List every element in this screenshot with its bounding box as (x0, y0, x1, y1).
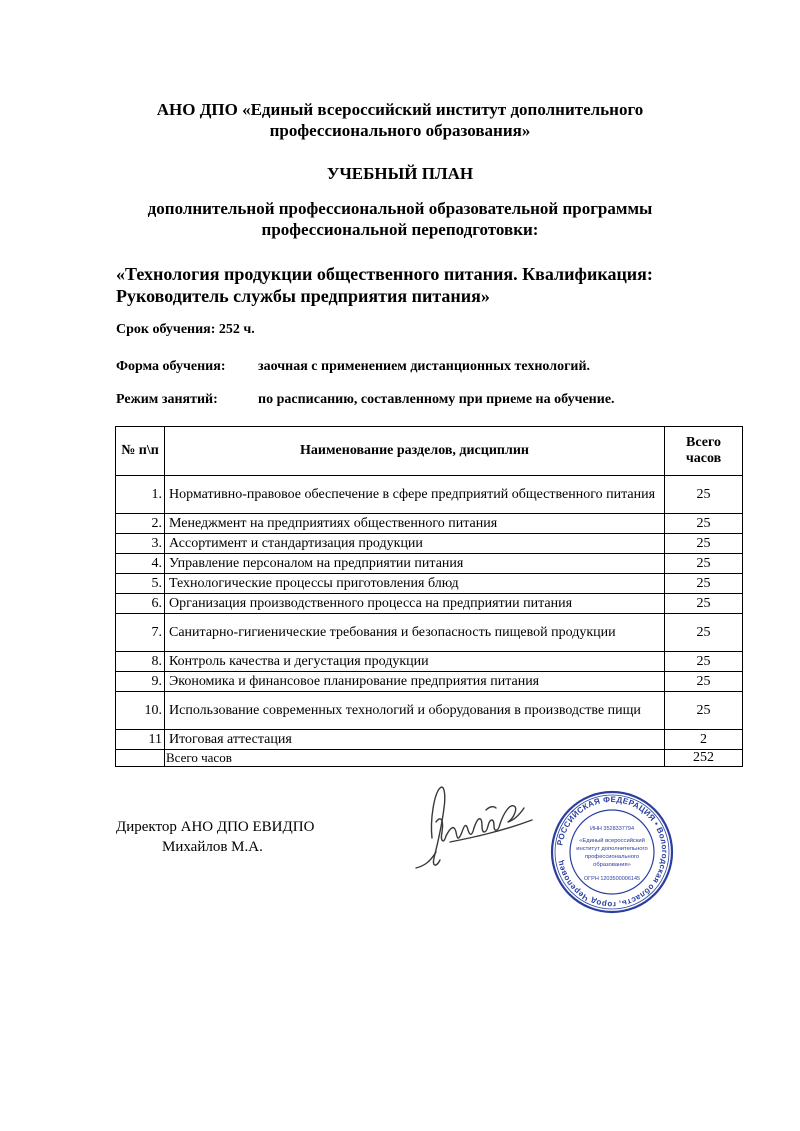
document-subtitle (0, 198, 800, 240)
director-signature-block (116, 817, 314, 857)
row-discipline: Управление персоналом на предприятии питания (165, 554, 665, 574)
program-name-line2: Руководитель службы предприятия питания» (116, 286, 490, 306)
seal-center-line1: «Единый всероссийский (579, 838, 645, 844)
row-hours: 25 (665, 554, 743, 574)
row-number: 1. (116, 476, 165, 514)
row-discipline: Использование современных технологий и оборудования в производстве пищи (165, 692, 665, 730)
row-number: 5. (116, 574, 165, 594)
program-name-line1: «Технология продукции общественного питания. Квалификация: (116, 264, 653, 284)
curriculum-table (115, 426, 743, 767)
column-header-hours (665, 427, 743, 476)
row-hours: 25 (665, 534, 743, 554)
row-hours: 25 (665, 476, 743, 514)
seal-center-line3: профессионального (584, 854, 640, 860)
row-number: 9. (116, 672, 165, 692)
row-discipline: Ассортимент и стандартизация продукции (165, 534, 665, 554)
row-number: 7. (116, 614, 165, 652)
study-form-value: заочная с применением дистанционных технологий. (258, 359, 591, 374)
table-row (116, 514, 743, 534)
row-hours: 25 (665, 574, 743, 594)
organization-name-line1: АНО ДПО «Единый всероссийский институт дополнительного (156, 100, 644, 119)
table-row (116, 574, 743, 594)
row-hours: 25 (665, 652, 743, 672)
table-row (116, 652, 743, 672)
row-discipline: Экономика и финансовое планирование предприятия питания (165, 672, 665, 692)
document-title: УЧЕБНЫЙ ПЛАН (326, 164, 474, 183)
row-hours: 2 (665, 730, 743, 750)
table-header-row (116, 427, 743, 476)
row-discipline: Нормативно-правовое обеспечение в сфере предприятий общественного питания (165, 476, 665, 514)
row-number: 10. (116, 692, 165, 730)
row-number: 2. (116, 514, 165, 534)
row-number: 6. (116, 594, 165, 614)
study-form-info (116, 358, 591, 376)
row-hours: 25 (665, 692, 743, 730)
seal-ogrn: ОГРН 1203500006145 (583, 876, 641, 882)
row-hours: 25 (665, 594, 743, 614)
row-discipline: Санитарно-гигиенические требования и безопасность пищевой продукции (165, 614, 665, 652)
hours-header-line2: часов (685, 451, 722, 466)
director-title: Директор АНО ДПО ЕВИДПО (116, 819, 315, 835)
subtitle-line2: профессиональной переподготовки: (261, 220, 539, 239)
row-hours: 25 (665, 514, 743, 534)
organization-seal (548, 788, 676, 916)
schedule-label: Режим занятий: (116, 392, 218, 407)
row-discipline: Менеджмент на предприятиях общественного питания (165, 514, 665, 534)
organization-name-line2: профессионального образования» (269, 121, 531, 140)
hours-header-line1: Всего (686, 435, 721, 450)
column-header-number: № п\п (116, 427, 165, 476)
total-hours: 252 (665, 750, 743, 767)
seal-center-line2: институт дополнительного (576, 846, 648, 852)
director-name: Михайлов М.А. (162, 839, 263, 855)
row-number: 11 (116, 730, 165, 750)
schedule-value: по расписанию, составленному при приеме на обучение. (258, 392, 615, 407)
table-row (116, 534, 743, 554)
row-discipline: Организация производственного процесса на предприятии питания (165, 594, 665, 614)
seal-outer-text: РОССИЙСКАЯ ФЕДЕРАЦИЯ • Вологодская область, город Череповец (555, 794, 670, 910)
handwritten-signature (410, 780, 550, 880)
row-number: 8. (116, 652, 165, 672)
row-number: 4. (116, 554, 165, 574)
seal-inn: ИНН 3528337794 (589, 826, 635, 832)
table-total-row (116, 750, 743, 767)
organization-name (0, 99, 800, 141)
table-row (116, 672, 743, 692)
table-row (116, 730, 743, 750)
table-row (116, 614, 743, 652)
row-number: 3. (116, 534, 165, 554)
duration-info: Срок обучения: 252 ч. (116, 322, 255, 337)
row-discipline: Контроль качества и дегустация продукции (165, 652, 665, 672)
total-label: Всего часов (165, 750, 665, 767)
table-row (116, 554, 743, 574)
table-row (116, 594, 743, 614)
program-name (116, 263, 756, 307)
schedule-info (116, 391, 615, 409)
row-hours: 25 (665, 614, 743, 652)
row-hours: 25 (665, 672, 743, 692)
table-row (116, 692, 743, 730)
subtitle-line1: дополнительной профессиональной образовательной программы (147, 199, 653, 218)
row-discipline: Технологические процессы приготовления блюд (165, 574, 665, 594)
row-discipline: Итоговая аттестация (165, 730, 665, 750)
seal-center-line4: образования» (593, 862, 631, 868)
study-form-label: Форма обучения: (116, 359, 226, 374)
column-header-name: Наименование разделов, дисциплин (165, 427, 665, 476)
table-row (116, 476, 743, 514)
total-empty-cell (116, 750, 165, 767)
